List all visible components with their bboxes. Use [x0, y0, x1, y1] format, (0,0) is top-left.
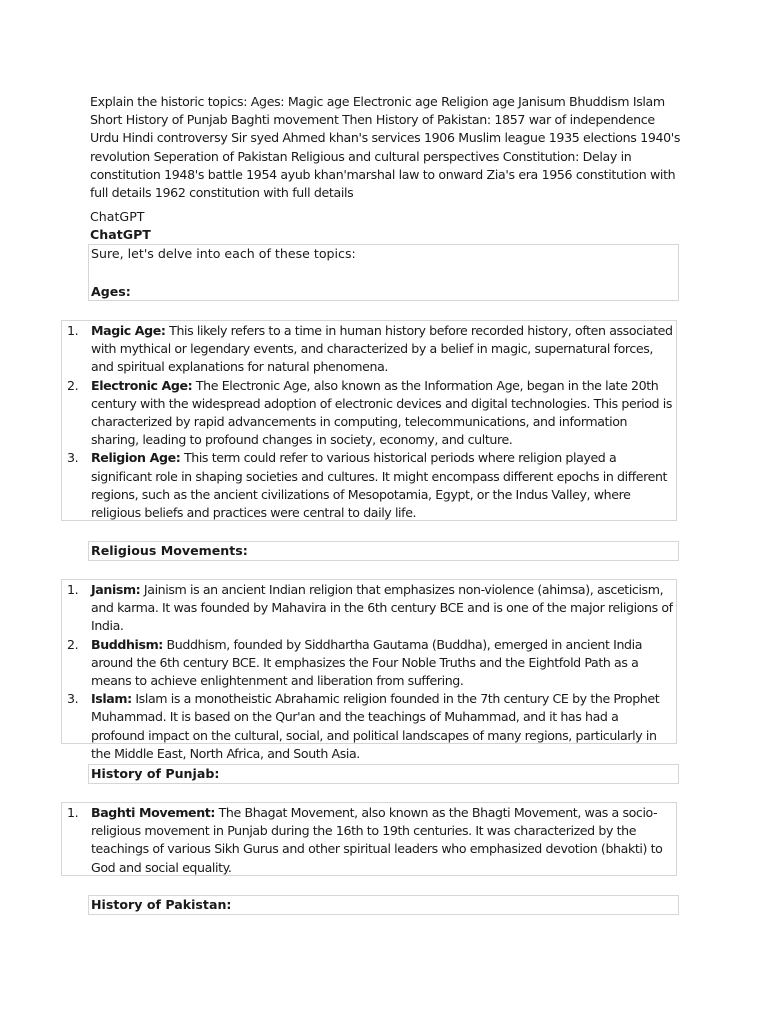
- list-number: 2.: [67, 377, 79, 393]
- list-number: 3.: [67, 450, 79, 466]
- religious-movements-heading-block: [88, 541, 679, 561]
- list-text: Islam is a monotheistic Abrahamic religion founded in the 7th century CE by the Prophet Muhammad. It is based on the Qur'an and the teachings of Muhammad, and it has had a profound impact on the cultural, social, and political landscapes of many regions, particularly in the Middle East, North Africa, and South Asia.: [91, 691, 660, 761]
- list-term: Magic Age:: [91, 323, 166, 338]
- list-item: [62, 449, 674, 522]
- list-term: Janism:: [91, 582, 141, 597]
- list-number: 3.: [67, 691, 79, 707]
- list-term: Buddhism:: [91, 636, 163, 652]
- intro-text: Sure, let's delve into each of these topics:: [91, 246, 356, 261]
- list-number: 1.: [67, 323, 79, 338]
- list-term: Religion Age:: [91, 450, 181, 466]
- religions-list: [62, 581, 674, 763]
- history-of-pakistan-heading-block: [88, 895, 679, 915]
- list-text: The Bhagat Movement, also known as the Bhagti Movement, was a socio-religious movement in Punjab during the 16th to 19th centuries. It was characterized by the teachings of various Sikh Gurus and other spiritual leaders who emphasized devotion (bhakti) to God and social equality.: [91, 805, 663, 875]
- list-item: [62, 690, 674, 763]
- religions-list-block: [61, 579, 677, 761]
- ages-heading: Ages:: [91, 284, 131, 299]
- list-text: This likely refers to a time in human history before recorded history, often associated with mythical or legendary events, and characterized by a belief in magic, supernatural forces, and spiritual explanations for natural phenomena.: [91, 323, 673, 375]
- ages-list-block: [61, 320, 677, 521]
- list-item: [62, 377, 674, 450]
- list-item: [62, 322, 674, 377]
- author-heading: ChatGPT: [90, 227, 151, 242]
- list-number: 1.: [67, 805, 79, 820]
- religious-movements-heading: Religious Movements:: [91, 543, 248, 558]
- punjab-list-block: [61, 802, 677, 876]
- list-item: [62, 804, 674, 877]
- list-text: Jainism is an ancient Indian religion that emphasizes non-violence (ahimsa), asceticism, and karma. It was founded by Mahavira in the 6th century BCE and is one of the major religions of India.: [91, 582, 673, 634]
- punjab-list: [62, 804, 674, 877]
- user-prompt: Explain the historic topics: Ages: Magic age Electronic age Religion age Janisum Bhuddism Islam Short History of Punjab Baghti movement Then History of Pakistan: 1857 war of independence Urdu Hindi controversy Sir syed Ahmed khan's services 1906 Muslim league 1935 elections 1940's revolution Seperation of Pakistan Religious and cultural perspectives Constitution: Delay in constitution 1948's battle 1954 ayub khan'marshal law to onward Zia's era 1956 constitution with full details 1962 constitution with full details: [90, 94, 681, 201]
- list-number: 2.: [67, 636, 79, 652]
- list-text: The Electronic Age, also known as the Information Age, began in the late 20th century with the widespread adoption of electronic devices and digital technologies. This period is characterized by rapid advancements in computing, telecommunications, and information sharing, leading to profound changes in society, economy, and culture.: [91, 377, 672, 448]
- list-term: Islam:: [91, 691, 132, 707]
- list-number: 1.: [67, 582, 79, 597]
- intro-block: [88, 244, 679, 301]
- list-text: Buddhism, founded by Siddhartha Gautama (Buddha), emerged in ancient India around the 6th century BCE. It emphasizes the Four Noble Truths and the Eightfold Path as a means to achieve enlightenment and liberation from suffering.: [91, 636, 643, 689]
- list-text: This term could refer to various historical periods where religion played a significant role in shaping societies and cultures. It might encompass different epochs in different regions, such as the ancient civilizations of Mesopotamia, Egypt, or the Indus Valley, where religious beliefs and practices were central to daily life.: [91, 450, 668, 521]
- list-term: Electronic Age:: [91, 377, 193, 393]
- list-item: [62, 581, 674, 636]
- ages-list: [62, 322, 674, 522]
- author-label: ChatGPT: [90, 209, 145, 224]
- history-of-punjab-heading: History of Punjab:: [91, 766, 220, 781]
- history-of-pakistan-heading: History of Pakistan:: [91, 897, 232, 912]
- history-of-punjab-heading-block: [88, 764, 679, 784]
- list-item: [62, 636, 674, 691]
- list-term: Baghti Movement:: [91, 805, 216, 820]
